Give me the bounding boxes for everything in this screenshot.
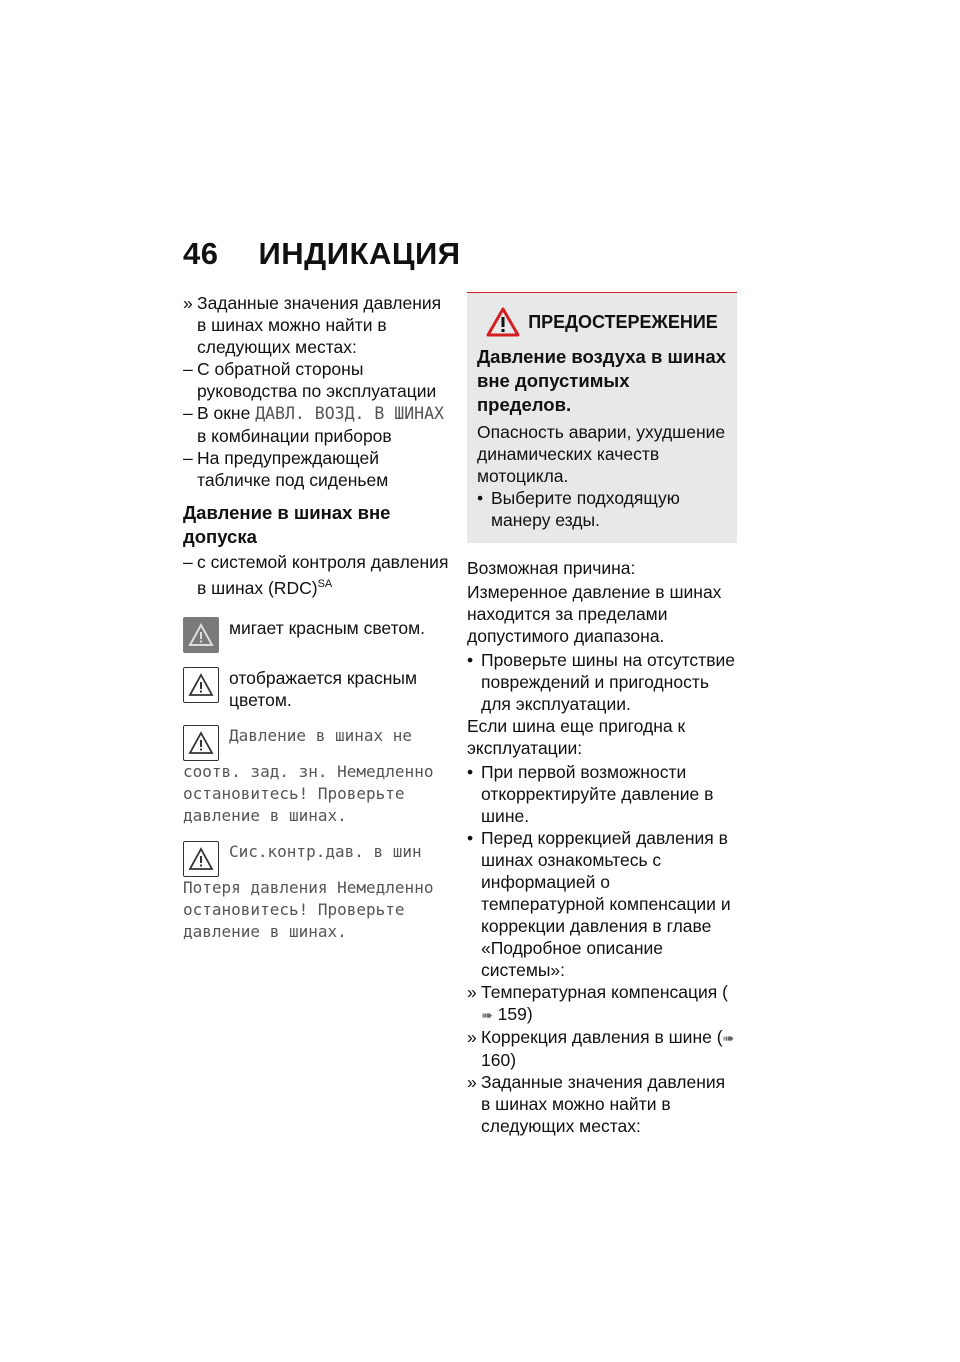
warning-triangle-icon — [486, 307, 520, 337]
warning-subtitle: Давление воздуха в шинах вне допустимых пределов. — [477, 346, 727, 415]
page-title: ИНДИКАЦИЯ — [258, 236, 461, 271]
reference-page[interactable]: 160 — [481, 1050, 511, 1070]
cause-label: Возможная причина: — [467, 558, 636, 578]
display-message-line: Сис.контр.дав. в шин — [229, 841, 422, 861]
warning-bullet: • Выберите подходящую манеру езды. — [477, 487, 727, 531]
reference-item — [467, 1026, 737, 1071]
reference-text: Температурная компенсация ( — [481, 982, 728, 1002]
reference-item — [467, 981, 737, 1026]
dash-marker: – — [183, 448, 193, 468]
location-item — [183, 358, 451, 402]
left-column — [183, 292, 451, 943]
usable-text: Если шина еще пригодна к эксплуатации: — [467, 716, 686, 758]
page-header — [183, 236, 461, 272]
final-text: Заданные значения давления в шинах можно найти в следующих местах: — [481, 1072, 726, 1136]
section-heading: Давление в шинах вне допуска — [183, 502, 391, 547]
icon-row — [183, 667, 451, 711]
icon-description: мигает красным светом. — [229, 617, 426, 638]
cause-text: Измеренное давление в шинах находится за пределами допустимого диапазона. — [467, 582, 722, 646]
location-item — [183, 402, 451, 447]
warning-title-text: ПРЕДОСТЕРЕЖЕНИЕ — [528, 312, 718, 332]
location-text: С обратной стороны руководства по эксплуатации — [197, 359, 437, 401]
rdc-superscript: SA — [317, 578, 333, 590]
display-text: ДАВЛ. ВОЗД. В ШИНАХ — [255, 404, 444, 423]
intro-text: Заданные значения давления в шинах можно найти в следующих местах: — [197, 293, 442, 357]
display-message-rest: Потеря давления Немедленно остановитесь! Проверьте давление в шинах. — [183, 877, 434, 941]
bullet-item: • Проверьте шины на отсутствие повреждений и пригодность для эксплуатации. — [467, 649, 737, 715]
display-message-line: Давление в шинах не — [229, 725, 413, 745]
reference-page[interactable]: 159 — [497, 1004, 527, 1024]
icon-row — [183, 617, 451, 653]
bullet-item: • Перед коррекцией давления в шинах ознакомьтесь с информацией о температурной компенсации и коррекции давления в главе «Подробное описание системы»: — [467, 827, 737, 981]
reference-close: ) — [510, 1050, 517, 1070]
warning-title — [477, 307, 727, 337]
page-arrow-icon: ➠ — [481, 1007, 493, 1023]
intro-item — [183, 292, 451, 358]
page-number: 46 — [183, 236, 219, 271]
warning-outline-icon — [183, 841, 219, 877]
location-text-before: В окне — [197, 403, 256, 423]
location-item — [183, 447, 451, 491]
reference-close: ) — [526, 1004, 533, 1024]
ref-marker: » — [467, 1072, 477, 1092]
bullet-item: • При первой возможности откорректируйте давление в шине. — [467, 761, 737, 827]
warning-outline-icon — [183, 725, 219, 761]
dash-marker: – — [183, 403, 193, 423]
ref-marker: » — [467, 982, 477, 1002]
location-text-after: в комбинации приборов — [197, 426, 392, 446]
ref-marker: » — [183, 293, 193, 313]
reference-item — [467, 1071, 737, 1137]
icon-description: отображается красным цветом. — [229, 667, 418, 710]
location-text: На предупреждающей табличке под сиденьем — [197, 448, 389, 490]
warning-outline-icon — [183, 667, 219, 703]
page-arrow-icon: ➠ — [722, 1030, 735, 1046]
warning-filled-icon — [183, 617, 219, 653]
rdc-text: с системой контроля давления в шинах (RDC) — [197, 552, 449, 598]
ref-marker: » — [467, 1027, 477, 1047]
message-row — [183, 841, 451, 877]
dash-marker: – — [183, 552, 193, 572]
warning-box — [467, 292, 737, 543]
message-row — [183, 725, 451, 761]
dash-marker: – — [183, 359, 193, 379]
warning-body: Опасность аварии, ухудшение динамических качеств мотоцикла. — [477, 422, 726, 486]
reference-text: Коррекция давления в шине ( — [481, 1027, 723, 1047]
right-column — [467, 292, 737, 1137]
display-message-rest: соотв. зад. зн. Немедленно остановитесь! Проверьте давление в шинах. — [183, 761, 434, 825]
rdc-item — [183, 551, 451, 599]
